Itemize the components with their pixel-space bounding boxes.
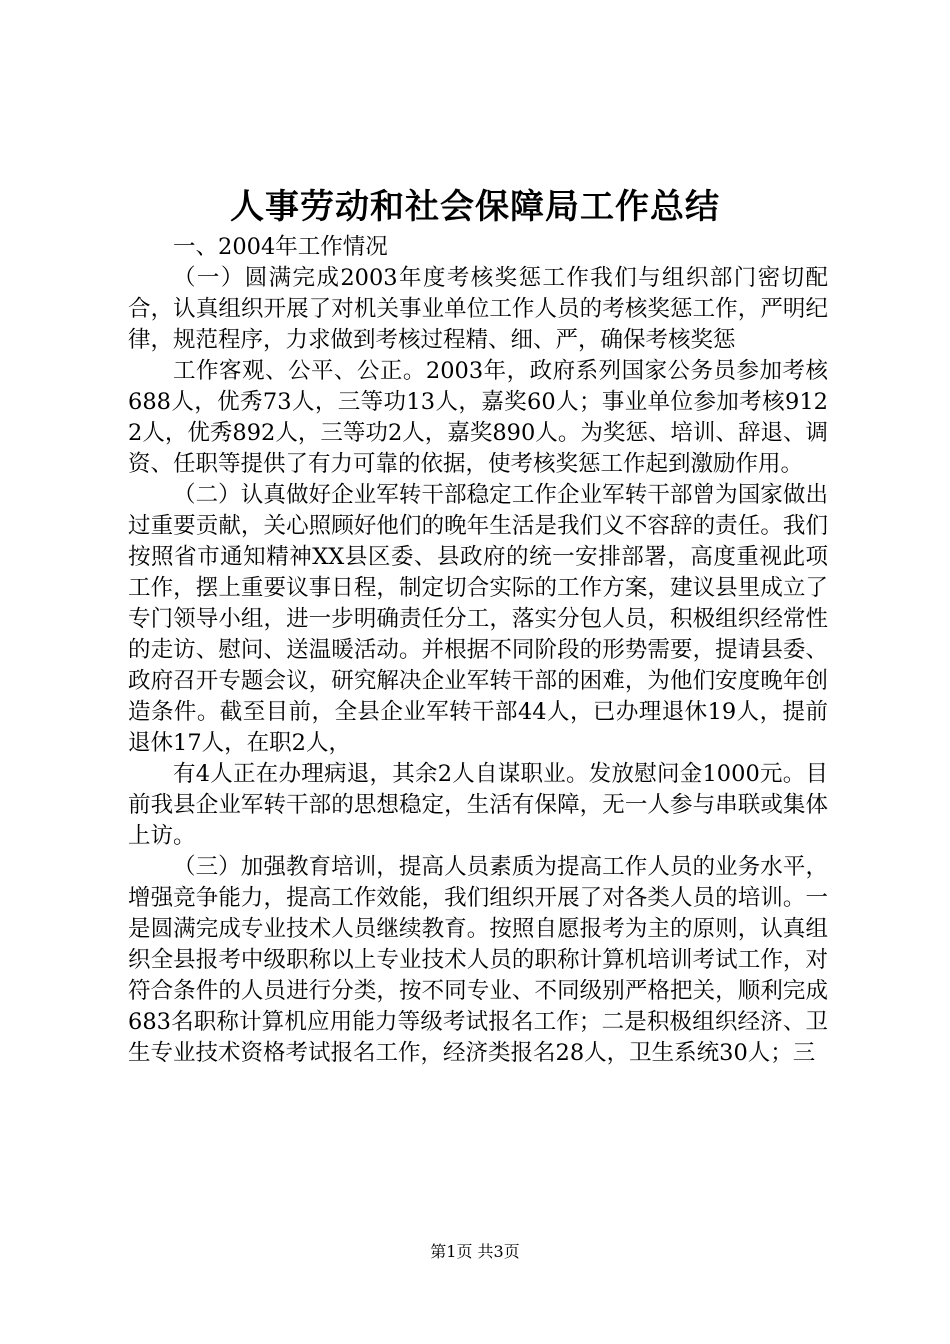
section-heading: 一、2004年工作情况 (173, 234, 388, 260)
paragraph: 有4人正在办理病退，其余2人自谋职业。发放慰问金1000元。目前我县企业军转干部的思想稳定，生活有保障，无一人参与串联或集体上访。 (128, 761, 828, 849)
paragraph: 工作客观、公平、公正。2003年，政府系列国家公务员参加考核688人，优秀73人，三等功13人，嘉奖60人；事业单位参加考核9122人，优秀892人，三等功2人，嘉奖890人。为奖惩、培训、辞退、调资、任职等提供了有力可靠的依据，使考核奖惩工作起到激励作用。 (128, 358, 828, 477)
paragraph: （三）加强教育培训，提高人员素质为提高工作人员的业务水平，增强竞争能力，提高工作效能，我们组织开展了对各类人员的培训。一是圆满完成专业技术人员继续教育。按照自愿报考为主的原则，认真组织全县报考中级职称以上专业技术人员的职称计算机培训考试工作，对符合条件的人员进行分类，按不同专业、不同级别严格把关，顺利完成683名职称计算机应用能力等级考试报名工作；二是积极组织经济、卫生专业技术资格考试报名工作，经济类报名28人，卫生系统30人；三 (128, 854, 828, 1066)
document-body (128, 232, 828, 1069)
paragraph: （二）认真做好企业军转干部稳定工作企业军转干部曾为国家做出过重要贡献，关心照顾好他们的晚年生活是我们义不容辞的责任。我们按照省市通知精神XX县区委、县政府的统一安排部署，高度重视此项工作，摆上重要议事日程，制定切合实际的工作方案，建议县里成立了专门领导小组，进一步明确责任分工，落实分包人员，积极组织经常性的走访、慰问、送温暖活动。并根据不同阶段的形势需要，提请县委、政府召开专题会议，研究解决企业军转干部的困难，为他们安度晚年创造条件。截至目前，全县企业军转干部44人，已办理退休19人，提前退休17人，在职2人， (128, 482, 828, 756)
page-number-footer: 第1页 共3页 (430, 1242, 520, 1261)
document-title: 人事劳动和社会保障局工作总结 (230, 187, 720, 227)
paragraph: （一）圆满完成2003年度考核奖惩工作我们与组织部门密切配合，认真组织开展了对机关事业单位工作人员的考核奖惩工作，严明纪律，规范程序，力求做到考核过程精、细、严，确保考核奖惩 (128, 265, 828, 353)
